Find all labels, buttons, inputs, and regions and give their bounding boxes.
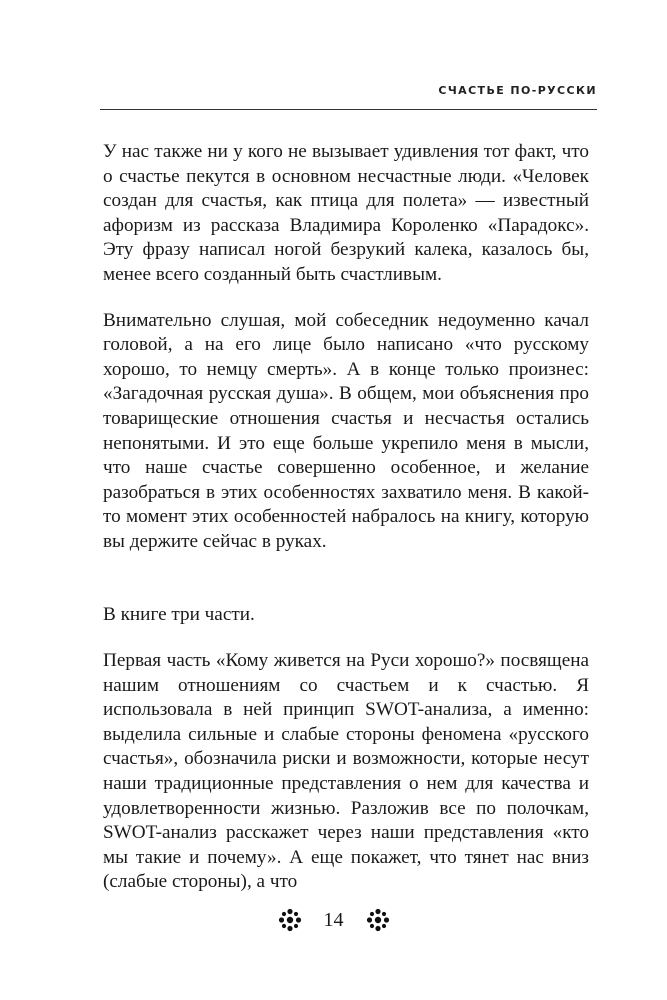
running-head-title: СЧАСТЬЕ ПО-РУССКИ xyxy=(438,84,597,97)
header-rule xyxy=(100,109,597,110)
flower-ornament-icon xyxy=(366,908,390,932)
paragraph-4: Первая часть «Кому живется на Руси хорошо?» посвящена нашим отношениям со счастьем и к счастью. Я использовала в ней принцип SWOT-анализа, а именно: выделила сильные и слабые стороны феномена «русского счастья», обозначила риски и возможности, которые несут наши традиционные представления о нем для качества и удовлетворенности жизнью. Разложив все по полочкам, SWOT-анализ расскажет через наши представления «кто мы такие и почему». А еще покажет, что тянет нас вниз (слабые стороны), а что xyxy=(103,650,589,893)
paragraph-1: У нас также ни у кого не вызывает удивления тот факт, что о счастье пекутся в основном несчастные люди. «Человек создан для счастья, как птица для полета» — известный афоризм из рассказа Владимира Короленко «Парадокс». Эту фразу написал ногой безрукий калека, казалось бы, менее всего созданный быть счастливым. xyxy=(103,141,589,285)
flower-ornament-icon xyxy=(278,908,302,932)
page-body xyxy=(103,140,589,895)
page-number: 14 xyxy=(323,909,344,931)
paragraph-3: В книге три части. xyxy=(103,603,255,625)
paragraph-2: Внимательно слушая, мой собеседник недоуменно качал головой, а на его лице было написано «что русскому хорошо, то немцу смерть». А в конце только произнес: «Загадочная русская душа». В общем, мои объяснения про товарищеские отношения счастья и несчастья остались непонятыми. И это еще больше укрепило меня в мысли, что наше счастье совершенно особенное, и желание разобраться в этих особенностях захватило меня. В какой-то момент этих особенностей набралось на книгу, которую вы держите сейчас в руках. xyxy=(103,309,589,552)
page-footer xyxy=(0,908,667,932)
